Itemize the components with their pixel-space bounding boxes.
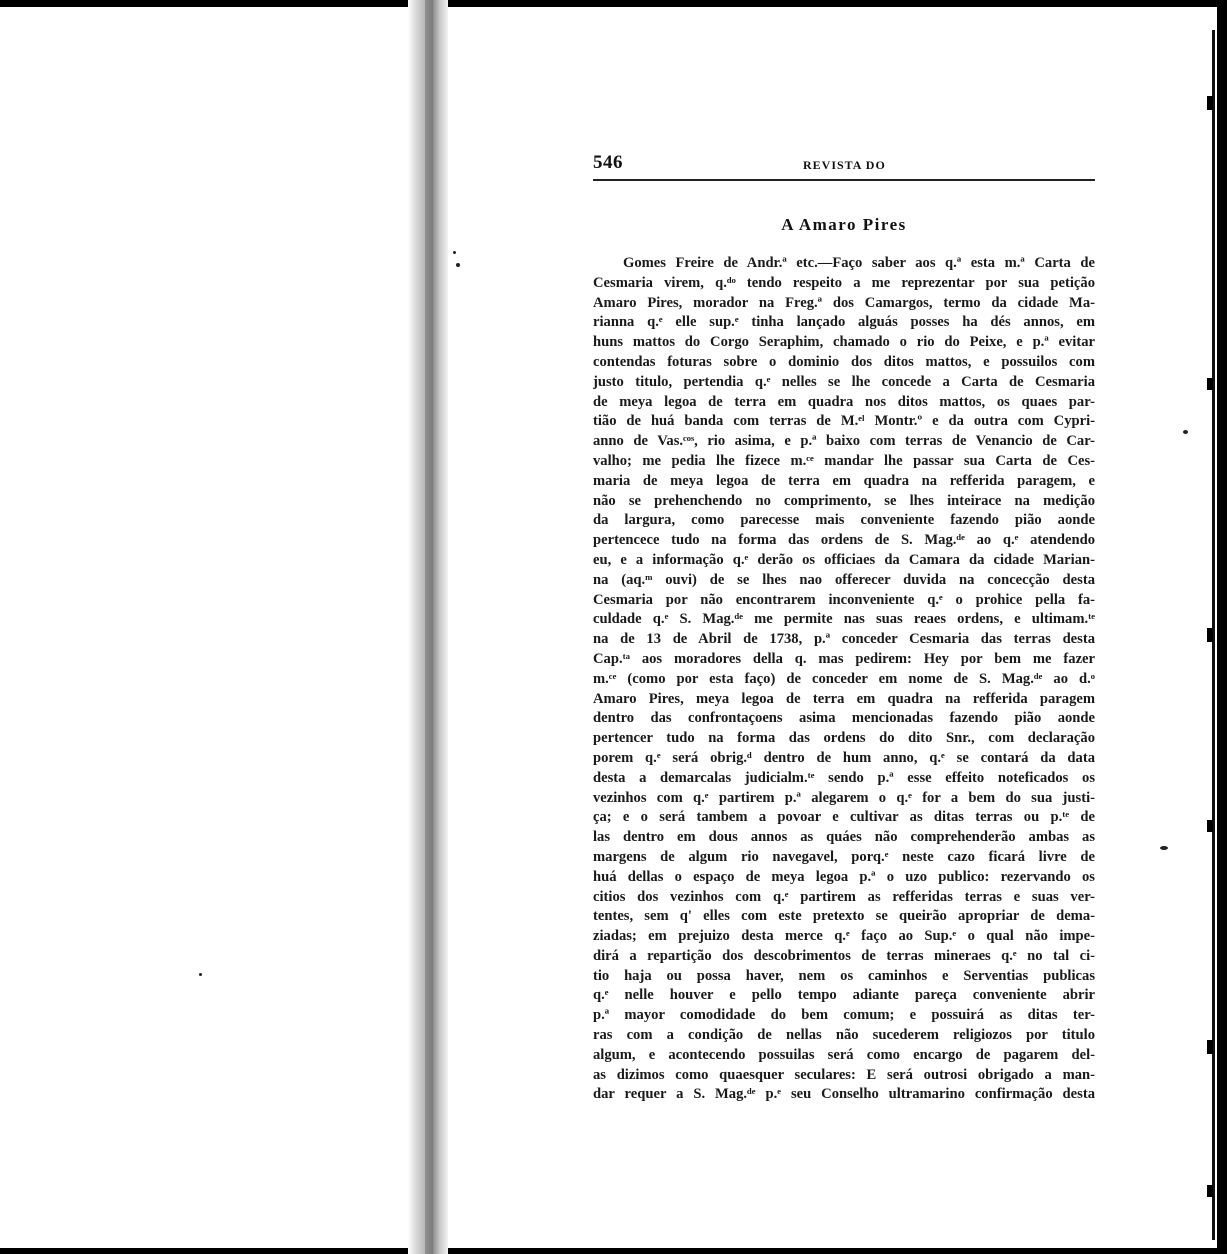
body-line: Cesmaria por não encontrarem inconveniente q.ᵉ o prohice pella fa- bbox=[593, 591, 1095, 608]
body-line: pertencer tudo na forma das ordens do dito Snr., com declaração bbox=[593, 730, 1095, 747]
scan-speck bbox=[199, 973, 202, 976]
body-line: citios dos vezinhos com q.ᵉ partirem as refferidas terras e suas ver- bbox=[593, 888, 1095, 905]
header-rule bbox=[593, 179, 1095, 181]
scan-edge-mark bbox=[1207, 1185, 1213, 1197]
scan-edge-mark bbox=[1207, 1040, 1213, 1054]
body-line: eu, e a informação q.ᵉ derão os officiaes da Camara da cidade Marian- bbox=[593, 551, 1095, 568]
body-line: pertencece tudo na forma das ordens de S. Mag.ᵈᵉ ao q.ᵉ atendendo bbox=[593, 532, 1095, 549]
body-line: as dizimos como quaesquer seculares: E será outrosi obrigado a man- bbox=[593, 1066, 1095, 1083]
body-line: Amaro Pires, morador na Freg.ª dos Camargos, termo da cidade Ma- bbox=[593, 294, 1095, 311]
body-line: huns mattos do Corgo Seraphim, chamado o rio do Peixe, e p.ª evitar bbox=[593, 334, 1095, 351]
running-head: REVISTA DO bbox=[803, 158, 886, 172]
page-number: 546 bbox=[593, 152, 623, 173]
body-line: não se prehenchendo no comprimento, se lhes inteirace na medição bbox=[593, 492, 1095, 509]
body-line: margens de algum rio navegavel, porq.ᵉ neste cazo ficará livre de bbox=[593, 848, 1095, 865]
body-line: contendas foturas sobre o dominio dos ditos mattos, e possuilos com bbox=[593, 353, 1095, 370]
scan-right-border bbox=[1217, 0, 1227, 1254]
body-text bbox=[593, 254, 1103, 1105]
scan-edge-mark bbox=[1207, 628, 1213, 642]
body-line: tio haja ou possa haver, nem os caminhos e Serventias publicas bbox=[593, 967, 1095, 984]
scan-top-border bbox=[0, 0, 1227, 7]
scan-speck bbox=[1183, 430, 1188, 434]
body-line: q.ᵉ nelle houver e pello tempo adiante pareça conveniente abrir bbox=[593, 987, 1095, 1004]
body-line: porem q.ᵉ será obrig.ᵈ dentro de hum anno, q.ᵉ se contará da data bbox=[593, 749, 1095, 766]
body-line: dirá a repartição dos descobrimentos de terras mineraes q.ᵉ no tal ci- bbox=[593, 947, 1095, 964]
body-line: ziadas; em prejuizo desta merce q.ᵉ faço ao Sup.ᵉ o qual não impe- bbox=[593, 928, 1095, 945]
document-title: A Amaro Pires bbox=[781, 215, 907, 234]
scan-edge-mark bbox=[1207, 820, 1213, 832]
body-line: p.ª mayor comodidade do bem comum; e possuirá as ditas ter- bbox=[593, 1007, 1095, 1024]
body-line: algum, e acontecendo possuilas será como encargo de pagarem del- bbox=[593, 1046, 1095, 1063]
body-line: Amaro Pires, meya legoa de terra em quadra na refferida paragem bbox=[593, 690, 1095, 707]
book-gutter-crease bbox=[425, 0, 433, 1254]
body-line: tião de huá banda com terras de M.ᵉˡ Montr.º e da outra com Cypri- bbox=[593, 413, 1095, 430]
body-line: m.ᶜᵉ (como por esta faço) de conceder em nome de S. Mag.ᵈᵉ ao d.ᵒ bbox=[593, 670, 1095, 687]
body-line: na de 13 de Abril de 1738, p.ª conceder Cesmaria das terras desta bbox=[593, 631, 1095, 648]
body-line: culdade q.ᵉ S. Mag.ᵈᵉ me permite nas suas reaes ordens, e ultimam.ᵗᵉ bbox=[593, 611, 1095, 628]
body-line: Gomes Freire de Andr.ª etc.—Faço saber aos q.ª esta m.ª Carta de bbox=[623, 255, 1095, 271]
body-line: vezinhos com q.ᵉ partirem p.ª alegarem o q.ᵉ for a bem do sua justi- bbox=[593, 789, 1095, 806]
scan-speck bbox=[1160, 846, 1168, 850]
page-header bbox=[593, 152, 1095, 178]
body-line: anno de Vas.ᶜᵒˢ, rio asima, e p.ª baixo com terras de Venancio de Car- bbox=[593, 433, 1095, 450]
body-line: huá dellas o espaço de meya legoa p.ª o uzo publico: rezervando os bbox=[593, 868, 1095, 885]
body-line: da largura, como parecesse mais conveniente fazendo pião aonde bbox=[593, 512, 1095, 529]
scan-speck bbox=[456, 263, 460, 267]
body-line: ça; e o será tambem a povoar e cultivar as ditas terras ou p.ᵗᵉ de bbox=[593, 809, 1095, 826]
body-line: Cesmaria virem, q.ᵈᵒ tendo respeito a me reprezentar por sua petição bbox=[593, 274, 1095, 291]
body-line: na (aq.ᵐ ouvi) de se lhes nao offerecer duvida na concecção desta bbox=[593, 571, 1095, 588]
body-line: ras com a condição de nellas não sucederem religiozos por titulo bbox=[593, 1027, 1095, 1044]
body-line: dar requer a S. Mag.ᵈᵉ p.ᵉ seu Conselho ultramarino confirmação desta bbox=[593, 1086, 1095, 1103]
body-line: las dentro em dous annos as quáes não comprehenderão ambas as bbox=[593, 829, 1095, 846]
scan-speck bbox=[453, 251, 456, 254]
scan-edge-mark bbox=[1207, 96, 1213, 110]
body-line: tentes, sem q' elles com este pretexto se queirão apropriar de dema- bbox=[593, 908, 1095, 925]
body-line: de meya legoa de terra em quadra nos ditos mattos, os quaes par- bbox=[593, 393, 1095, 410]
body-line: maria de meya legoa de terra em quadra na refferida paragem, e bbox=[593, 472, 1095, 489]
scan-edge-mark bbox=[1207, 378, 1213, 390]
body-line: justo titulo, pertendia q.ᵉ nelles se lhe concede a Carta de Cesmaria bbox=[593, 373, 1095, 390]
body-line: valho; me pedia lhe fizece m.ᶜᵉ mandar lhe passar sua Carta de Ces- bbox=[593, 452, 1095, 469]
scan-bottom-border bbox=[0, 1248, 1227, 1254]
body-line: desta a demarcalas judicialm.ᵗᵉ sendo p.ª esse effeito noteficados os bbox=[593, 769, 1095, 786]
body-line: Cap.ᵗᵃ aos moradores della q. mas pedirem: Hey por bem me fazer bbox=[593, 650, 1095, 667]
body-line: dentro das confrontaçoens asima mencionadas fazendo pião aonde bbox=[593, 710, 1095, 727]
body-line: rianna q.ᵉ elle sup.ᵉ tinha lançado alguás posses ha dés annos, em bbox=[593, 314, 1095, 331]
